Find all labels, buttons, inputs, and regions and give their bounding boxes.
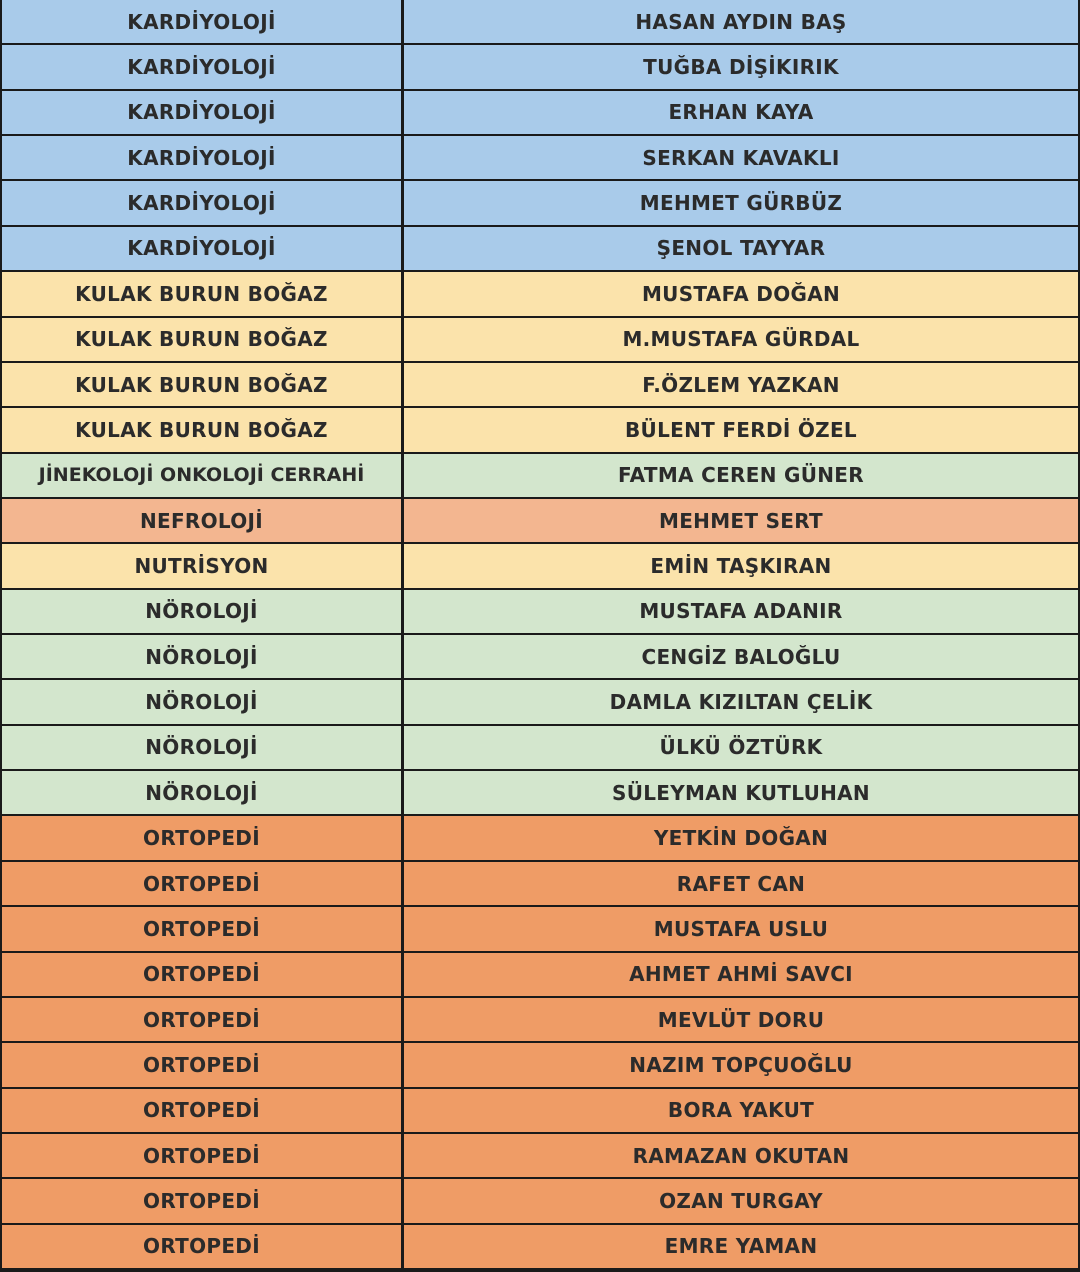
- doctor-name-cell: YETKİN DOĞAN: [653, 826, 829, 851]
- table-row: [2, 680, 1078, 725]
- table-row: [2, 771, 1078, 816]
- department-cell: KARDİYOLOJİ: [2, 181, 404, 224]
- table-row: [2, 91, 1078, 136]
- department-cell: ORTOPEDİ: [2, 1179, 404, 1222]
- table-row: [2, 181, 1078, 226]
- table-row: [2, 1134, 1078, 1179]
- department-cell: ORTOPEDİ: [2, 1225, 404, 1268]
- doctor-name-cell: MEHMET GÜRBÜZ: [639, 191, 843, 216]
- table-row: [2, 272, 1078, 317]
- table-row: [2, 363, 1078, 408]
- doctor-name-cell: RAFET CAN: [676, 871, 806, 896]
- table-row: [2, 499, 1078, 544]
- doctor-name-cell: HASAN AYDIN BAŞ: [635, 9, 847, 34]
- department-cell: KARDİYOLOJİ: [2, 45, 404, 88]
- table-row: [2, 953, 1078, 998]
- doctor-name-cell: FATMA CEREN GÜNER: [618, 463, 864, 488]
- table-row: [2, 907, 1078, 952]
- department-cell: KARDİYOLOJİ: [2, 91, 404, 134]
- doctor-name-cell: NAZIM TOPÇUOĞLU: [629, 1052, 853, 1077]
- table-row: [2, 1089, 1078, 1134]
- department-cell: ORTOPEDİ: [2, 998, 404, 1041]
- department-cell: KARDİYOLOJİ: [2, 227, 404, 270]
- doctor-name-cell: ÜLKÜ ÖZTÜRK: [659, 735, 823, 760]
- department-cell: ORTOPEDİ: [2, 1043, 404, 1086]
- table-row: [2, 136, 1078, 181]
- department-cell: NÖROLOJİ: [2, 726, 404, 769]
- doctor-name-cell: RAMAZAN OKUTAN: [632, 1143, 850, 1168]
- table-row: [2, 816, 1078, 861]
- department-cell: ORTOPEDİ: [2, 907, 404, 950]
- department-cell: ORTOPEDİ: [2, 1089, 404, 1132]
- department-cell: KULAK BURUN BOĞAZ: [2, 318, 404, 361]
- department-cell: NUTRİSYON: [2, 544, 404, 587]
- department-cell: KARDİYOLOJİ: [2, 136, 404, 179]
- doctor-name-cell: CENGİZ BALOĞLU: [641, 644, 841, 669]
- table-row: [2, 544, 1078, 589]
- department-cell: ORTOPEDİ: [2, 1134, 404, 1177]
- department-cell: NEFROLOJİ: [2, 499, 404, 542]
- department-cell: NÖROLOJİ: [2, 635, 404, 678]
- table-row: [2, 1225, 1078, 1270]
- table-row: [2, 590, 1078, 635]
- doctor-name-cell: DAMLA KIZILTAN ÇELİK: [609, 690, 873, 715]
- doctor-name-cell: SÜLEYMAN KUTLUHAN: [612, 780, 870, 805]
- doctor-name-cell: ŞENOL TAYYAR: [656, 236, 826, 261]
- department-cell: ORTOPEDİ: [2, 816, 404, 859]
- department-cell: KARDİYOLOJİ: [2, 0, 404, 43]
- doctor-name-cell: OZAN TURGAY: [659, 1189, 823, 1214]
- doctor-name-cell: EMRE YAMAN: [664, 1234, 818, 1259]
- doctor-name-cell: ERHAN KAYA: [668, 100, 814, 125]
- department-cell: KULAK BURUN BOĞAZ: [2, 408, 404, 451]
- doctor-name-cell: MUSTAFA ADANIR: [639, 599, 843, 624]
- doctor-name-cell: BÜLENT FERDİ ÖZEL: [625, 417, 857, 442]
- table-row: [2, 408, 1078, 453]
- table-row: [2, 635, 1078, 680]
- doctor-name-cell: MEHMET SERT: [659, 508, 823, 533]
- doctor-name-cell: EMİN TAŞKIRAN: [650, 553, 832, 578]
- doctor-name-cell: SERKAN KAVAKLI: [642, 145, 840, 170]
- doctor-name-cell: MEVLÜT DORU: [657, 1007, 825, 1032]
- department-cell: ORTOPEDİ: [2, 862, 404, 905]
- table-row: [2, 0, 1078, 45]
- table-row: [2, 454, 1078, 499]
- doctor-name-cell: MUSTAFA DOĞAN: [641, 281, 841, 306]
- department-cell: NÖROLOJİ: [2, 771, 404, 814]
- department-cell: JİNEKOLOJİ ONKOLOJİ CERRAHİ: [2, 454, 404, 497]
- department-cell: ORTOPEDİ: [2, 953, 404, 996]
- table-row: [2, 227, 1078, 272]
- table-row: [2, 726, 1078, 771]
- doctor-name-cell: M.MUSTAFA GÜRDAL: [622, 327, 860, 352]
- table-row: [2, 45, 1078, 90]
- doctor-name-cell: F.ÖZLEM YAZKAN: [642, 372, 840, 397]
- table-row: [2, 318, 1078, 363]
- table-row: [2, 1043, 1078, 1088]
- doctor-name-cell: MUSTAFA USLU: [653, 916, 829, 941]
- department-cell: NÖROLOJİ: [2, 590, 404, 633]
- department-cell: NÖROLOJİ: [2, 680, 404, 723]
- doctor-name-cell: TUĞBA DİŞİKIRIK: [643, 55, 839, 80]
- doctor-name-cell: BORA YAKUT: [667, 1098, 815, 1123]
- department-cell: KULAK BURUN BOĞAZ: [2, 363, 404, 406]
- table-row: [2, 1179, 1078, 1224]
- doctor-name-cell: AHMET AHMİ SAVCI: [629, 962, 853, 987]
- table-row: [2, 862, 1078, 907]
- department-cell: KULAK BURUN BOĞAZ: [2, 272, 404, 315]
- table-row: [2, 998, 1078, 1043]
